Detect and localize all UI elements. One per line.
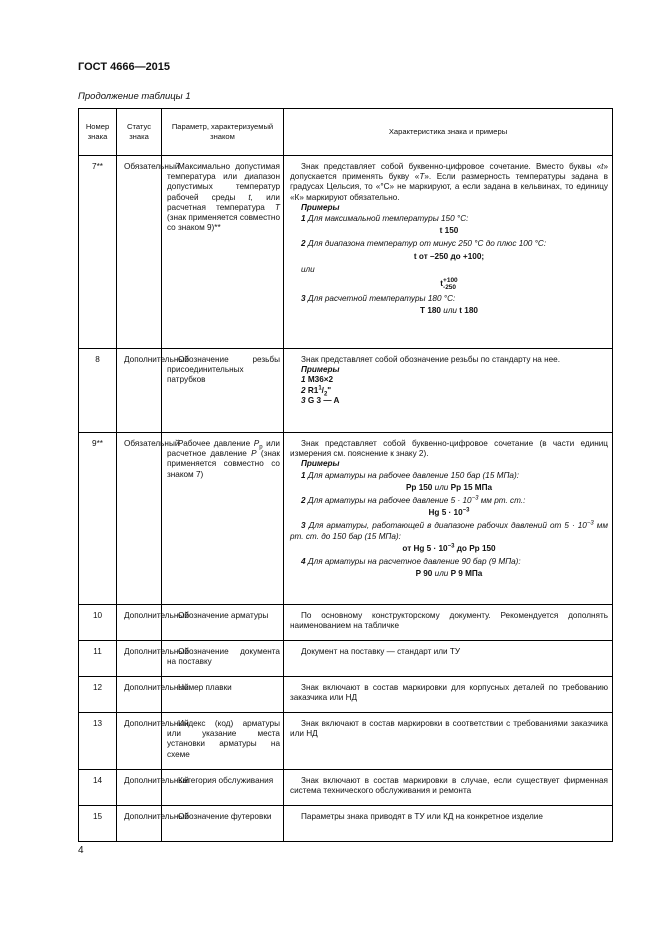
row-status: Дополнительный bbox=[117, 349, 162, 433]
row-param: Номер плавки bbox=[162, 677, 284, 713]
row-number: 13 bbox=[79, 713, 117, 770]
table-row-14 bbox=[79, 770, 613, 806]
row-status: Дополнительный bbox=[117, 713, 162, 770]
table-caption: Продолжение таблицы 1 bbox=[78, 91, 191, 102]
row-characteristic: По основному конструкторскому документу. Рекомендуется дополнять наименованием на табличке bbox=[284, 605, 613, 641]
row-param: Индекс (код) арматуры или указание места установки арматуры на схеме bbox=[162, 713, 284, 770]
table-row-13 bbox=[79, 713, 613, 770]
table-row-8 bbox=[79, 349, 613, 433]
header-param: Параметр, характеризуемый знаком bbox=[162, 109, 284, 156]
header-status: Статус знака bbox=[117, 109, 162, 156]
row-param: Обозначение документа на поставку bbox=[162, 641, 284, 677]
table-row-11 bbox=[79, 641, 613, 677]
row-number: 9** bbox=[79, 433, 117, 605]
table-header-row bbox=[79, 109, 613, 156]
row-param: Рабочее давление $P_р$ или расчетное давление P (знак применяется совместно со знаком 7) bbox=[162, 433, 284, 605]
document-title: ГОСТ 4666—2015 bbox=[78, 61, 171, 73]
row-status: Дополнительный bbox=[117, 677, 162, 713]
row-status: Дополнительный bbox=[117, 605, 162, 641]
row-param: Максимально допустимая температура или диапазон допустимых температур рабочей среды t, или расчетная температура T (знак применяется совместно со знаком 9)** bbox=[162, 156, 284, 349]
page-number: 4 bbox=[78, 845, 84, 856]
table-row-9 bbox=[79, 433, 613, 605]
row-status: Дополнительный bbox=[117, 770, 162, 806]
table-row-12 bbox=[79, 677, 613, 713]
header-number: Номер знака bbox=[79, 109, 117, 156]
row-param: Обозначение футеровки bbox=[162, 806, 284, 842]
row-number: 10 bbox=[79, 605, 117, 641]
temperature-range-notation: t+100 -250 bbox=[440, 277, 458, 292]
table-row-7 bbox=[79, 156, 613, 349]
row-param: Обозначение арматуры bbox=[162, 605, 284, 641]
row-status: Дополнительный bbox=[117, 641, 162, 677]
row-number: 8 bbox=[79, 349, 117, 433]
row-status: Обязательный bbox=[117, 156, 162, 349]
row-characteristic: Параметры знака приводят в ТУ или КД на конкретное изделие bbox=[284, 806, 613, 842]
header-characteristic: Характеристика знака и примеры bbox=[284, 109, 613, 156]
table-row-15 bbox=[79, 806, 613, 842]
row-characteristic: Документ на поставку — стандарт или ТУ bbox=[284, 641, 613, 677]
row-param: Категория обслуживания bbox=[162, 770, 284, 806]
table-row-10 bbox=[79, 605, 613, 641]
row-number: 14 bbox=[79, 770, 117, 806]
row-number: 15 bbox=[79, 806, 117, 842]
row-characteristic: Знак включают в состав маркировки для корпусных деталей по требованию заказчика или НД bbox=[284, 677, 613, 713]
row-characteristic: Знак представляет собой обозначение резьбы по стандарту на нее. Примеры 1 M36×2 2 $R1^1/_2$" 3 G 3 — A bbox=[284, 349, 613, 433]
row-characteristic: Знак представляет собой буквенно-цифровое сочетание. Вместо буквы «t» допускается применять букву «T». Если размерность температуры задана в градусах Цельсия, то «°С» не маркируют, а если задана в кельвинах, то единицу «К» маркируют обязательно. Примеры 1 Для максимальной температуры 150 °С: t 150 2 Для диапазона температур от минус 250 °С до плюс 100 °С: t от –250 до +100; или t+100 -250 3 Для расчетной температуры 180 °С: T 180 или t 180 bbox=[284, 156, 613, 349]
row-number: 11 bbox=[79, 641, 117, 677]
row-characteristic: Знак включают в состав маркировки в соответствии с требованиями заказчика или НД bbox=[284, 713, 613, 770]
row-param: Обозначение резьбы присоединительных патрубков bbox=[162, 349, 284, 433]
row-number: 12 bbox=[79, 677, 117, 713]
row-status: Дополнительный bbox=[117, 806, 162, 842]
row-number: 7** bbox=[79, 156, 117, 349]
row-status: Обязательный bbox=[117, 433, 162, 605]
row-characteristic: Знак включают в состав маркировки в случае, если существует фирменная система технического обслуживания и ремонта bbox=[284, 770, 613, 806]
marking-table bbox=[78, 108, 613, 842]
row-characteristic: Знак представляет собой буквенно-цифровое сочетание (в части единиц измерения см. пояснение к знаку 2). Примеры 1 Для арматуры на рабочее давление 150 бар (15 МПа): Pp 150 или Pp 15 МПа 2 Для арматуры на рабочее давление $5 \cdot 10^{-3}$ мм рт. ст.: Hg $5 \cdot 10^{-3}$ 3 Для арматуры, работающей в диапазоне рабочих давлений от $5 \cdot 10^{-3}$ мм рт. ст. до 150 бар (15 МПа): от Hg $5 \cdot 10^{-3}$ до Pp 150 4 Для арматуры на расчетное давление 90 бар (9 МПа): P 90 или P 9 МПа bbox=[284, 433, 613, 605]
